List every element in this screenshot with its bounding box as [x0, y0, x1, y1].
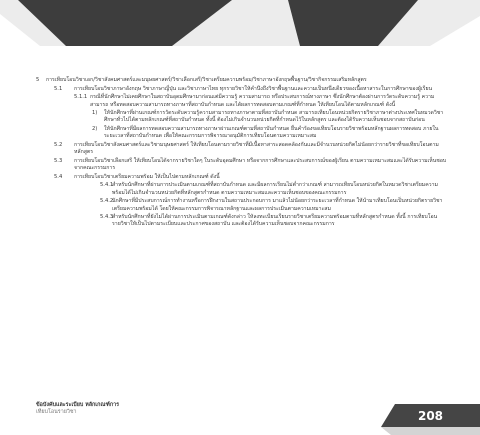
item-text: การเทียบโอนวิชาสังคมศาสตร์และวิชามนุษยศาสตร์ ให้เทียบโอนตามรายวิชาที่มีเนื้อหาสาระสอดคล้องกันและมีจำนวนหน่วยกิตไม่น้อยกว่ารายวิชาที่ขอเทียบโอนตามหลักสูตร: [74, 141, 439, 156]
item-text: การเทียบโอนวิชาเตรียมความพร้อม ให้เป็นไปตามหลักเกณฑ์ ดังนี้: [74, 173, 220, 180]
item-text: การเทียบโอนวิชาเอก/วิชาสังคมศาสตร์และมนุษยศาสตร์/วิชาเลือกเสรี/วิชาเตรียมความพร้อม/วิชาภาษาอังกฤษพื้นฐาน/วิชากิจกรรมเสริมหลักสูตร: [46, 77, 367, 83]
item-number: 5.3: [54, 157, 63, 164]
section-5-4-3: [36, 214, 448, 229]
footer-title: ข้อบังคับและระเบียบ หลักเกณฑ์การ: [36, 402, 120, 408]
section-5-4-2: [36, 198, 448, 213]
section-5-4-1: [36, 182, 448, 197]
item-text: ให้นักศึกษาที่มีผลการทดสอบความสามารถทางภาษาผ่านเกณฑ์ตามที่สถาบันกำหนด ยื่นคำร้องขอเทียบโอนรายวิชาพร้อมหลักฐานผลการทดสอบ ภายในระยะเวลาที่สถาบันกำหนด เพื่อให้คณะกรรมการพิจารณาอนุมัติการเทียบโอนตามความเหมาะสม: [104, 126, 439, 140]
item-text: กรณีที่นักศึกษาไม่เคยศึกษาในสถาบันอุดมศึกษามาก่อนแต่มีความรู้ ความสามารถ หรือประสบการณ์ทางภาษา ซึ่งนักศึกษาต้องผ่านการวัดระดับความรู้ ความสามารถ หรือทดสอบความสามารถทางภาษาที่สถาบันกำหนด และได้ผลการทดสอบตามเกณฑ์ที่กำหนด ให้เทียบโอนได้ตามหลักเกณฑ์ ดังนี้: [90, 94, 435, 108]
item-number: 5.1.1: [74, 94, 88, 101]
item-number: 5.1: [54, 85, 63, 92]
item-text: สำหรับนักศึกษาที่ผ่านการประเมินตามเกณฑ์ที่สถาบันกำหนด และมีผลการเรียนไม่ต่ำกว่าเกณฑ์ สามารถเทียบโอนหน่วยกิตในหมวดวิชาเตรียมความพร้อมได้ไม่เกินจำนวนหน่วยกิตที่หลักสูตรกำหนด ตามความเหมาะสมและความเห็นชอบของคณะกรรมการ: [112, 182, 438, 196]
item-number: 5.4.1: [100, 182, 114, 189]
item-number: 1): [92, 110, 98, 117]
subitem-1: [36, 110, 448, 125]
item-number: 5.4.3: [100, 214, 114, 221]
section-5-2: [36, 142, 448, 157]
item-text: นักศึกษาที่มีประสบการณ์การทำงานหรือการฝึกงานในสถานประกอบการ มาแล้วไม่น้อยกว่าระยะเวลาที่กำหนด ให้นำมาเทียบโอนเป็นหน่วยกิตรายวิชาเตรียมความพร้อมได้ โดยให้คณะกรรมการพิจารณาหลักฐานและผลการประเมินตามความเหมาะสม: [112, 198, 443, 212]
item-number: 5.4.2: [100, 198, 114, 205]
footer-document-title: [36, 402, 119, 416]
section-5: [36, 77, 448, 84]
item-number: 5.2: [54, 141, 63, 148]
item-number: 5.4: [54, 173, 63, 180]
item-text: สำหรับนักศึกษาที่ยังไม่ได้ผ่านการประเมินตามเกณฑ์ดังกล่าว ให้ลงทะเบียนเรียนรายวิชาเตรียมความพร้อมตามที่หลักสูตรกำหนด ทั้งนี้ การเทียบโอนรายวิชาให้เป็นไปตามระเบียบและประกาศของสถาบัน และต้องได้รับความเห็นชอบจากคณะกรรมการ: [112, 214, 438, 228]
document-body: [36, 77, 448, 230]
item-number: 2): [92, 126, 98, 133]
section-5-1: [36, 86, 448, 93]
item-number: 5: [36, 77, 40, 83]
section-5-1-1: [36, 94, 448, 109]
section-5-4: [36, 174, 448, 181]
item-text: การเทียบโอนวิชาภาษาอังกฤษ วิชาภาษาญี่ปุ่น และวิชาภาษาไทย ทุกรายวิชาให้คำนึงถึงวิชาพื้นฐานและความเป็นหนึ่งเดียวของเนื้อหาสาระในการศึกษาของผู้เรียน: [74, 85, 433, 92]
badge-shadow: [381, 427, 480, 435]
footer-subtitle: เทียบโอนรายวิชา: [36, 409, 77, 415]
page-number: 208: [417, 408, 444, 423]
section-5-3: [36, 158, 448, 173]
header-banner: [0, 0, 480, 50]
item-text: ให้นักศึกษาที่ผ่านเกณฑ์การวัดระดับความรู้ความสามารถทางภาษาตามที่สถาบันกำหนด สามารถเทียบโอนหน่วยกิตรายวิชาภาษาต่างประเทศในหมวดวิชาศึกษาทั่วไปได้ตามหลักเกณฑ์ที่สถาบันกำหนด ทั้งนี้ ต้องไม่เกินจำนวนหน่วยกิตที่กำหนดไว้ในหลักสูตร และต้องได้รับความเห็นชอบจากสถาบันก่อน: [104, 110, 444, 124]
item-text: การเทียบโอนวิชาเลือกเสรี ให้เทียบโอนได้จากรายวิชาใดๆ ในระดับอุดมศึกษา หรือจากการศึกษาและประสบการณ์ของผู้เรียน ตามความเหมาะสมและได้รับความเห็นชอบจากคณะกรรมการ: [74, 157, 447, 172]
subitem-2: [36, 126, 448, 141]
